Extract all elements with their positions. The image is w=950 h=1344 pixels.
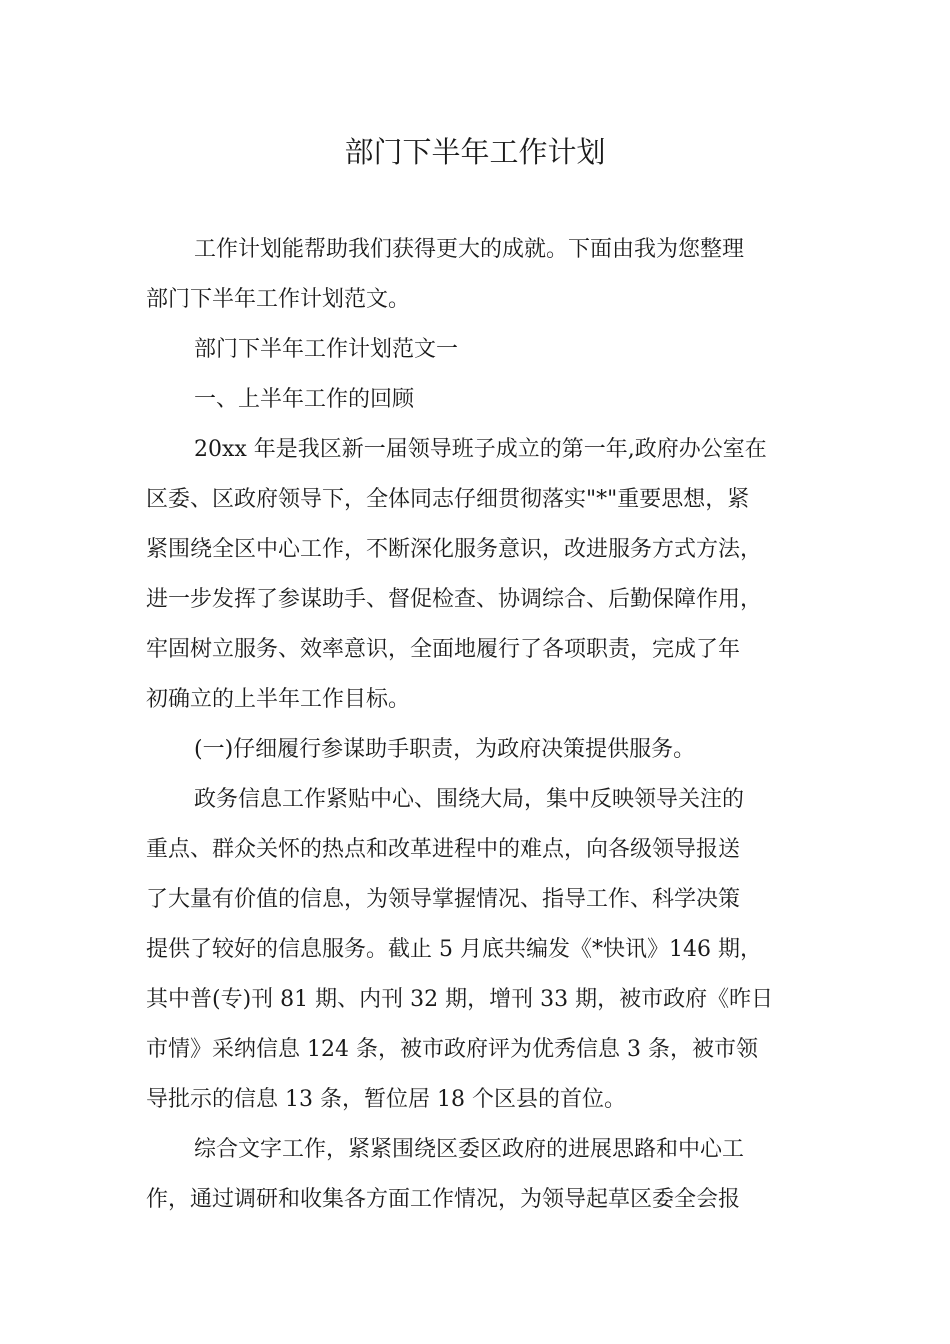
paragraph-line: 初确立的上半年工作目标。	[146, 687, 411, 712]
section-heading: 部门下半年工作计划范文一	[194, 337, 459, 362]
paragraph-line: 牢固树立服务、效率意识，全面地履行了各项职责，完成了年	[146, 637, 741, 662]
paragraph-line: 其中普(专)刊 81 期、内刊 32 期，增刊 33 期，被市政府《昨日	[146, 987, 774, 1012]
paragraph-line: 政务信息工作紧贴中心、围绕大局，集中反映领导关注的	[194, 787, 745, 812]
section-heading: 一、上半年工作的回顾	[194, 387, 415, 412]
paragraph-line: 市情》采纳信息 124 条，被市政府评为优秀信息 3 条，被市领	[146, 1037, 758, 1062]
paragraph-line: 区委、区政府领导下，全体同志仔细贯彻落实"*"重要思想，紧	[146, 487, 750, 512]
paragraph-line: 作，通过调研和收集各方面工作情况，为领导起草区委全会报	[146, 1187, 741, 1212]
paragraph-line: 提供了较好的信息服务。截止 5 月底共编发《*快讯》146 期，	[146, 937, 762, 962]
paragraph-line: 导批示的信息 13 条，暂位居 18 个区县的首位。	[146, 1087, 626, 1112]
paragraph-line: 工作计划能帮助我们获得更大的成就。下面由我为您整理	[194, 237, 745, 262]
subsection-heading: (一)仔细履行参谋助手职责，为政府决策提供服务。	[194, 737, 696, 762]
paragraph-line: 综合文字工作，紧紧围绕区委区政府的进展思路和中心工	[194, 1137, 745, 1162]
paragraph-line: 了大量有价值的信息，为领导掌握情况、指导工作、科学决策	[146, 887, 741, 912]
paragraph-line: 进一步发挥了参谋助手、督促检查、协调综合、后勤保障作用，	[146, 587, 763, 612]
paragraph-line: 部门下半年工作计划范文。	[146, 287, 411, 312]
paragraph-line: 20xx 年是我区新一届领导班子成立的第一年,政府办公室在	[194, 437, 767, 462]
paragraph-line: 紧围绕全区中心工作，不断深化服务意识，改进服务方式方法，	[146, 537, 763, 562]
paragraph-line: 重点、群众关怀的热点和改革进程中的难点，向各级领导报送	[146, 837, 741, 862]
document-title: 部门下半年工作计划	[344, 135, 606, 169]
